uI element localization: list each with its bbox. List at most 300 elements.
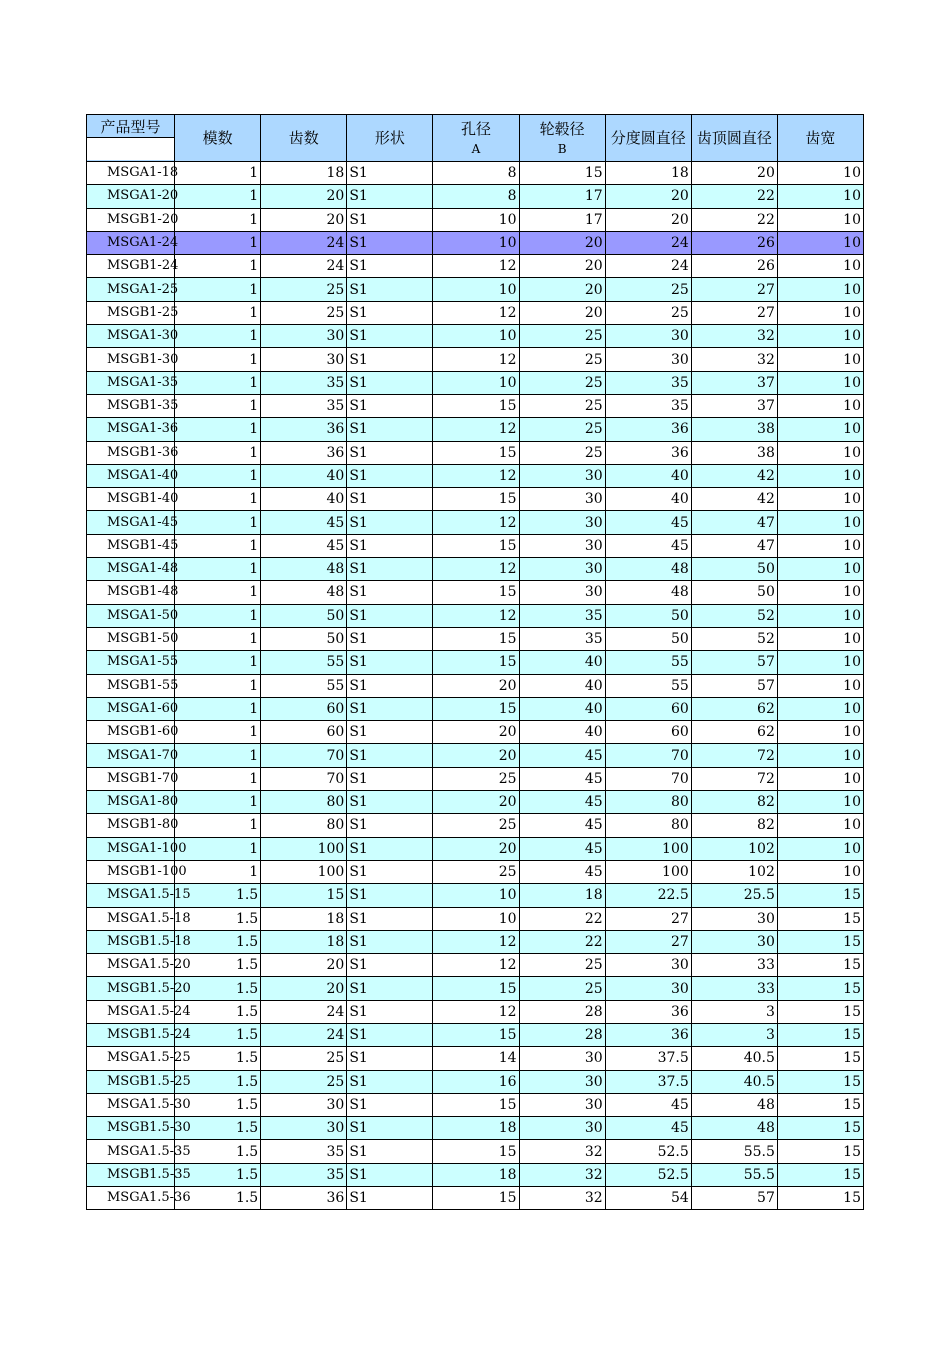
table-row [87,418,864,441]
cell-module: 1.5 [175,954,261,977]
cell-tip-diameter: 33 [691,954,777,977]
cell-pitch-diameter: 48 [605,558,691,581]
cell-bore: 15 [433,394,519,417]
cell-teeth: 18 [261,930,347,953]
header-teeth: 齿数 [261,115,347,162]
cell-shape: S1 [347,255,433,278]
cell-teeth: 60 [261,721,347,744]
table-row [87,907,864,930]
cell-hub: 32 [519,1140,605,1163]
cell-shape: S1 [347,767,433,790]
cell-pitch-diameter: 22.5 [605,884,691,907]
cell-model: MSGB1-30 [87,348,175,371]
cell-teeth: 36 [261,441,347,464]
cell-bore: 20 [433,744,519,767]
cell-bore: 20 [433,721,519,744]
cell-teeth: 48 [261,581,347,604]
cell-shape: S1 [347,884,433,907]
cell-pitch-diameter: 70 [605,767,691,790]
cell-model: MSGA1.5-25 [87,1047,175,1070]
cell-face-width: 10 [777,278,863,301]
cell-pitch-diameter: 36 [605,418,691,441]
cell-model: MSGB1.5-30 [87,1117,175,1140]
cell-face-width: 15 [777,1187,863,1210]
table-row [87,371,864,394]
cell-shape: S1 [347,534,433,557]
cell-bore: 12 [433,255,519,278]
cell-hub: 32 [519,1187,605,1210]
cell-module: 1 [175,558,261,581]
table-row [87,1093,864,1116]
cell-face-width: 10 [777,814,863,837]
cell-teeth: 36 [261,418,347,441]
cell-hub: 45 [519,791,605,814]
cell-pitch-diameter: 52.5 [605,1163,691,1186]
cell-module: 1 [175,325,261,348]
cell-shape: S1 [347,814,433,837]
cell-bore: 10 [433,231,519,254]
cell-module: 1 [175,394,261,417]
table-row [87,278,864,301]
cell-bore: 15 [433,581,519,604]
cell-tip-diameter: 38 [691,441,777,464]
cell-shape: S1 [347,860,433,883]
cell-model: MSGA1.5-35 [87,1140,175,1163]
cell-hub: 30 [519,511,605,534]
cell-face-width: 10 [777,721,863,744]
table-row [87,1070,864,1093]
cell-bore: 8 [433,185,519,208]
cell-teeth: 70 [261,744,347,767]
cell-pitch-diameter: 45 [605,1093,691,1116]
cell-module: 1 [175,418,261,441]
cell-pitch-diameter: 30 [605,954,691,977]
cell-bore: 8 [433,162,519,185]
cell-bore: 15 [433,1093,519,1116]
table-row [87,301,864,324]
table-row [87,860,864,883]
cell-bore: 18 [433,1117,519,1140]
table-row [87,1140,864,1163]
cell-hub: 45 [519,767,605,790]
cell-teeth: 25 [261,1070,347,1093]
cell-model: MSGB1-36 [87,441,175,464]
cell-pitch-diameter: 40 [605,464,691,487]
cell-shape: S1 [347,488,433,511]
cell-teeth: 15 [261,884,347,907]
cell-module: 1.5 [175,907,261,930]
cell-pitch-diameter: 54 [605,1187,691,1210]
cell-face-width: 10 [777,255,863,278]
cell-tip-diameter: 38 [691,418,777,441]
cell-pitch-diameter: 36 [605,441,691,464]
cell-teeth: 60 [261,697,347,720]
cell-tip-diameter: 37 [691,371,777,394]
cell-pitch-diameter: 55 [605,651,691,674]
cell-module: 1 [175,791,261,814]
cell-shape: S1 [347,1070,433,1093]
cell-hub: 25 [519,371,605,394]
cell-teeth: 20 [261,954,347,977]
header-model [87,115,175,162]
cell-shape: S1 [347,930,433,953]
cell-module: 1 [175,744,261,767]
cell-face-width: 15 [777,884,863,907]
cell-tip-diameter: 20 [691,162,777,185]
cell-hub: 30 [519,1070,605,1093]
gear-spec-sheet [86,114,864,1210]
cell-pitch-diameter: 50 [605,604,691,627]
cell-bore: 15 [433,1140,519,1163]
cell-tip-diameter: 50 [691,558,777,581]
cell-model: MSGA1-18 [87,162,175,185]
cell-teeth: 80 [261,791,347,814]
table-row [87,208,864,231]
cell-bore: 15 [433,1187,519,1210]
header-tip-diameter: 齿顶圆直径 [691,115,777,162]
cell-module: 1.5 [175,1047,261,1070]
cell-teeth: 24 [261,231,347,254]
cell-hub: 25 [519,394,605,417]
cell-tip-diameter: 48 [691,1093,777,1116]
cell-teeth: 40 [261,464,347,487]
cell-module: 1.5 [175,1070,261,1093]
cell-shape: S1 [347,1093,433,1116]
cell-face-width: 10 [777,651,863,674]
cell-pitch-diameter: 24 [605,231,691,254]
cell-face-width: 15 [777,1047,863,1070]
cell-pitch-diameter: 45 [605,534,691,557]
cell-shape: S1 [347,418,433,441]
cell-face-width: 10 [777,581,863,604]
cell-tip-diameter: 47 [691,511,777,534]
cell-model: MSGA1.5-36 [87,1187,175,1210]
table-row [87,581,864,604]
cell-tip-diameter: 22 [691,208,777,231]
cell-tip-diameter: 22 [691,185,777,208]
header-face-width: 齿宽 [777,115,863,162]
cell-hub: 18 [519,884,605,907]
cell-pitch-diameter: 100 [605,860,691,883]
cell-pitch-diameter: 36 [605,1023,691,1046]
cell-module: 1.5 [175,1000,261,1023]
cell-teeth: 24 [261,1000,347,1023]
cell-tip-diameter: 47 [691,534,777,557]
cell-tip-diameter: 52 [691,604,777,627]
cell-hub: 17 [519,208,605,231]
cell-module: 1 [175,511,261,534]
cell-module: 1 [175,231,261,254]
cell-teeth: 45 [261,511,347,534]
cell-hub: 30 [519,1093,605,1116]
cell-bore: 12 [433,511,519,534]
cell-tip-diameter: 26 [691,255,777,278]
cell-bore: 10 [433,208,519,231]
cell-model: MSGA1-50 [87,604,175,627]
cell-hub: 45 [519,814,605,837]
cell-bore: 10 [433,325,519,348]
cell-hub: 30 [519,534,605,557]
cell-bore: 10 [433,278,519,301]
cell-module: 1 [175,464,261,487]
cell-shape: S1 [347,837,433,860]
cell-model: MSGA1.5-24 [87,1000,175,1023]
cell-module: 1 [175,674,261,697]
cell-face-width: 15 [777,930,863,953]
table-row [87,255,864,278]
cell-face-width: 15 [777,1023,863,1046]
table-row [87,162,864,185]
cell-module: 1.5 [175,1023,261,1046]
cell-face-width: 15 [777,907,863,930]
cell-teeth: 50 [261,604,347,627]
cell-tip-diameter: 52 [691,627,777,650]
cell-teeth: 35 [261,371,347,394]
cell-model: MSGA1-100 [87,837,175,860]
cell-pitch-diameter: 45 [605,511,691,534]
cell-face-width: 10 [777,185,863,208]
cell-hub: 30 [519,464,605,487]
table-row [87,558,864,581]
cell-shape: S1 [347,604,433,627]
cell-shape: S1 [347,208,433,231]
header-bore [433,115,519,162]
cell-teeth: 24 [261,1023,347,1046]
cell-model: MSGB1-20 [87,208,175,231]
cell-shape: S1 [347,441,433,464]
cell-model: MSGB1.5-25 [87,1070,175,1093]
cell-module: 1 [175,860,261,883]
cell-tip-diameter: 25.5 [691,884,777,907]
cell-tip-diameter: 3 [691,1023,777,1046]
cell-teeth: 30 [261,1093,347,1116]
header-row [87,115,864,162]
cell-model: MSGB1-50 [87,627,175,650]
cell-face-width: 15 [777,1070,863,1093]
cell-tip-diameter: 57 [691,1187,777,1210]
cell-shape: S1 [347,278,433,301]
cell-teeth: 40 [261,488,347,511]
cell-model: MSGA1-20 [87,185,175,208]
cell-pitch-diameter: 55 [605,674,691,697]
cell-shape: S1 [347,651,433,674]
cell-bore: 10 [433,907,519,930]
cell-face-width: 10 [777,441,863,464]
cell-model: MSGA1.5-30 [87,1093,175,1116]
cell-face-width: 10 [777,791,863,814]
cell-teeth: 35 [261,394,347,417]
cell-hub: 35 [519,627,605,650]
cell-teeth: 35 [261,1140,347,1163]
cell-module: 1 [175,301,261,324]
cell-pitch-diameter: 60 [605,697,691,720]
cell-module: 1.5 [175,1163,261,1186]
cell-model: MSGA1-40 [87,464,175,487]
cell-pitch-diameter: 27 [605,907,691,930]
cell-model: MSGA1.5-18 [87,907,175,930]
cell-shape: S1 [347,464,433,487]
cell-model: MSGB1-60 [87,721,175,744]
table-row [87,814,864,837]
header-shape: 形状 [347,115,433,162]
cell-face-width: 10 [777,371,863,394]
table-row [87,348,864,371]
cell-module: 1 [175,371,261,394]
cell-face-width: 10 [777,208,863,231]
cell-hub: 20 [519,301,605,324]
header-model-label: 产品型号 [87,115,174,138]
cell-bore: 18 [433,1163,519,1186]
cell-tip-diameter: 37 [691,394,777,417]
cell-pitch-diameter: 18 [605,162,691,185]
cell-pitch-diameter: 40 [605,488,691,511]
cell-shape: S1 [347,185,433,208]
cell-bore: 25 [433,814,519,837]
cell-bore: 25 [433,767,519,790]
cell-shape: S1 [347,162,433,185]
cell-hub: 28 [519,1023,605,1046]
table-row [87,791,864,814]
cell-model: MSGB1-25 [87,301,175,324]
cell-face-width: 15 [777,1093,863,1116]
cell-module: 1 [175,278,261,301]
cell-shape: S1 [347,954,433,977]
cell-module: 1 [175,348,261,371]
cell-teeth: 30 [261,325,347,348]
cell-hub: 20 [519,278,605,301]
cell-model: MSGA1-36 [87,418,175,441]
cell-hub: 40 [519,697,605,720]
cell-shape: S1 [347,1047,433,1070]
table-row [87,441,864,464]
cell-bore: 10 [433,884,519,907]
cell-face-width: 15 [777,954,863,977]
cell-face-width: 10 [777,511,863,534]
cell-teeth: 25 [261,1047,347,1070]
table-row [87,721,864,744]
cell-hub: 30 [519,488,605,511]
header-hub-label: 轮毂径 [539,120,585,138]
cell-hub: 40 [519,721,605,744]
header-bore-label: 孔径 [460,120,491,138]
cell-module: 1 [175,441,261,464]
table-row [87,767,864,790]
header-pitch-diameter: 分度圆直径 [605,115,691,162]
table-row [87,930,864,953]
cell-bore: 15 [433,697,519,720]
table-row [87,884,864,907]
cell-tip-diameter: 27 [691,301,777,324]
cell-face-width: 15 [777,1163,863,1186]
cell-hub: 40 [519,651,605,674]
cell-tip-diameter: 50 [691,581,777,604]
cell-bore: 12 [433,604,519,627]
cell-tip-diameter: 62 [691,721,777,744]
cell-model: MSGA1-70 [87,744,175,767]
table-row [87,697,864,720]
cell-face-width: 10 [777,231,863,254]
cell-teeth: 45 [261,534,347,557]
table-row [87,488,864,511]
cell-hub: 30 [519,1047,605,1070]
cell-hub: 20 [519,255,605,278]
cell-model: MSGB1.5-18 [87,930,175,953]
cell-module: 1 [175,208,261,231]
cell-shape: S1 [347,1000,433,1023]
cell-bore: 12 [433,930,519,953]
table-row [87,1047,864,1070]
cell-bore: 25 [433,860,519,883]
cell-hub: 17 [519,185,605,208]
table-row [87,744,864,767]
cell-bore: 15 [433,977,519,1000]
cell-module: 1 [175,255,261,278]
cell-pitch-diameter: 80 [605,814,691,837]
cell-face-width: 10 [777,674,863,697]
cell-tip-diameter: 82 [691,814,777,837]
cell-hub: 20 [519,231,605,254]
cell-teeth: 36 [261,1187,347,1210]
cell-tip-diameter: 102 [691,837,777,860]
cell-teeth: 35 [261,1163,347,1186]
cell-face-width: 10 [777,162,863,185]
cell-bore: 16 [433,1070,519,1093]
cell-teeth: 20 [261,208,347,231]
cell-model: MSGA1-30 [87,325,175,348]
cell-module: 1 [175,767,261,790]
cell-teeth: 80 [261,814,347,837]
cell-hub: 25 [519,441,605,464]
cell-face-width: 10 [777,604,863,627]
cell-face-width: 10 [777,744,863,767]
cell-shape: S1 [347,791,433,814]
cell-face-width: 10 [777,348,863,371]
cell-bore: 12 [433,558,519,581]
cell-model: MSGB1-100 [87,860,175,883]
cell-bore: 12 [433,301,519,324]
cell-module: 1.5 [175,1117,261,1140]
cell-tip-diameter: 33 [691,977,777,1000]
cell-bore: 15 [433,441,519,464]
cell-model: MSGA1-35 [87,371,175,394]
cell-pitch-diameter: 30 [605,325,691,348]
cell-pitch-diameter: 35 [605,394,691,417]
cell-face-width: 10 [777,394,863,417]
cell-model: MSGB1-35 [87,394,175,417]
cell-tip-diameter: 40.5 [691,1070,777,1093]
table-row [87,1023,864,1046]
cell-tip-diameter: 32 [691,325,777,348]
table-row [87,231,864,254]
cell-shape: S1 [347,1187,433,1210]
cell-tip-diameter: 57 [691,651,777,674]
cell-shape: S1 [347,1117,433,1140]
table-row [87,1000,864,1023]
cell-face-width: 10 [777,767,863,790]
cell-hub: 45 [519,837,605,860]
cell-model: MSGB1-80 [87,814,175,837]
cell-module: 1.5 [175,1093,261,1116]
cell-shape: S1 [347,697,433,720]
cell-tip-diameter: 3 [691,1000,777,1023]
cell-pitch-diameter: 45 [605,1117,691,1140]
cell-hub: 30 [519,581,605,604]
cell-module: 1 [175,721,261,744]
cell-model: MSGA1.5-15 [87,884,175,907]
cell-tip-diameter: 32 [691,348,777,371]
cell-pitch-diameter: 70 [605,744,691,767]
cell-module: 1 [175,162,261,185]
